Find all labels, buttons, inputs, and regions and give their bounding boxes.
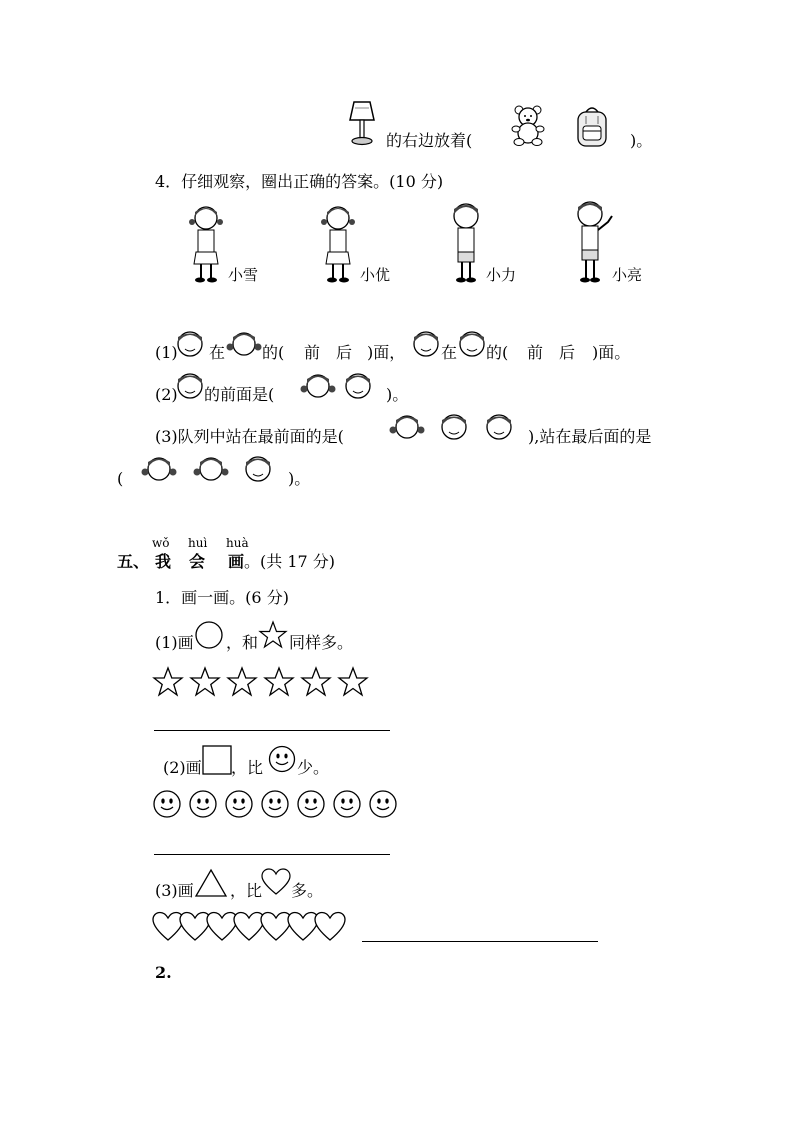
star-icon bbox=[152, 666, 184, 698]
heart-icon bbox=[314, 911, 346, 943]
section-number: 五、 bbox=[117, 552, 150, 571]
sub1-choices2[interactable]: 前 后 bbox=[527, 343, 576, 362]
sub2-close: )。 bbox=[386, 385, 409, 404]
p3-b: ，比 bbox=[230, 881, 263, 900]
sub3-mid: ),站在最后面的是 bbox=[528, 427, 652, 446]
child-label: 小亮 bbox=[612, 266, 643, 284]
p1-b: ，和 bbox=[226, 633, 259, 652]
boy-head-icon bbox=[456, 328, 488, 360]
star-icon bbox=[189, 666, 221, 698]
sub3-label: (3)队列中站在最前面的是( bbox=[155, 427, 344, 446]
sub1-in: 在 bbox=[209, 343, 226, 362]
boy-head-icon[interactable] bbox=[438, 411, 470, 443]
sub2-label: (2) bbox=[155, 385, 178, 404]
boy-head-icon[interactable] bbox=[483, 411, 515, 443]
smiley-icon bbox=[296, 789, 328, 821]
boy-head-icon bbox=[174, 370, 206, 402]
girl-head-icon bbox=[225, 328, 263, 360]
star-icon bbox=[263, 666, 295, 698]
girl-head-icon[interactable] bbox=[193, 453, 229, 485]
girl-head-icon[interactable] bbox=[140, 453, 178, 485]
p2-a: (2)画 bbox=[163, 758, 202, 777]
q3-text-b: )。 bbox=[630, 131, 653, 150]
p3-a: (3)画 bbox=[155, 881, 194, 900]
pinyin: huà bbox=[226, 536, 249, 550]
smiley-icon bbox=[152, 789, 184, 821]
child-label: 小雪 bbox=[228, 266, 259, 284]
smiley-icon bbox=[332, 789, 364, 821]
sub1-of2: 的( bbox=[486, 343, 509, 362]
child-label: 小力 bbox=[486, 266, 517, 284]
sub3-open: ( bbox=[117, 469, 124, 488]
star-icon bbox=[337, 666, 369, 698]
boy-head-icon[interactable] bbox=[342, 370, 374, 402]
smiley-icon bbox=[188, 789, 220, 821]
lamp-icon bbox=[348, 100, 376, 146]
sub1-close2: )面。 bbox=[592, 343, 631, 362]
sub1-of: 的( bbox=[262, 343, 285, 362]
sub2-text: 的前面是( bbox=[204, 385, 275, 404]
q4-title: 4．仔细观察，圈出正确的答案。(10 分) bbox=[155, 172, 444, 191]
teddy-bear-icon bbox=[508, 104, 548, 146]
section-word: 会 bbox=[189, 552, 206, 571]
q3-text-a: 的右边放着( bbox=[386, 131, 473, 150]
sub3-close: )。 bbox=[288, 469, 311, 488]
p3-c: 多。 bbox=[291, 881, 324, 900]
p2-b: ，比 bbox=[231, 758, 264, 777]
heart-row bbox=[152, 911, 348, 941]
answer-line[interactable] bbox=[154, 730, 390, 731]
backpack-icon bbox=[572, 104, 612, 148]
girl-icon bbox=[316, 202, 360, 284]
smiley-row bbox=[152, 789, 404, 819]
sub1-close: )面， bbox=[367, 343, 406, 362]
boy-icon bbox=[446, 200, 486, 284]
star-row bbox=[152, 666, 382, 698]
answer-line[interactable] bbox=[362, 941, 598, 942]
girl-icon bbox=[184, 202, 228, 284]
heart-icon bbox=[261, 868, 291, 896]
children-figure bbox=[184, 198, 646, 286]
section-suffix: 。(共 17 分) bbox=[244, 552, 336, 571]
answer-line[interactable] bbox=[154, 854, 390, 855]
sub1-choices[interactable]: 前 后 bbox=[304, 343, 353, 362]
child-label: 小优 bbox=[360, 266, 391, 284]
section-word: 我 bbox=[155, 552, 172, 571]
square-icon bbox=[202, 745, 232, 775]
q1-title: 1．画一画。(6 分) bbox=[155, 588, 289, 607]
girl-head-icon[interactable] bbox=[300, 370, 336, 402]
star-icon bbox=[300, 666, 332, 698]
p1-a: (1)画 bbox=[155, 633, 194, 652]
smiley-icon bbox=[260, 789, 292, 821]
boy-head-icon bbox=[410, 328, 442, 360]
smiley-icon bbox=[368, 789, 400, 821]
smiley-icon bbox=[268, 745, 296, 773]
triangle-icon bbox=[194, 868, 228, 898]
p1-c: 同样多。 bbox=[289, 633, 354, 652]
smiley-icon bbox=[224, 789, 256, 821]
pinyin: wǒ bbox=[152, 536, 170, 550]
girl-head-icon[interactable] bbox=[388, 411, 426, 443]
p2-c: 少。 bbox=[297, 758, 330, 777]
sub1-label: (1) bbox=[155, 343, 178, 362]
star-icon bbox=[226, 666, 258, 698]
sub1-in2: 在 bbox=[441, 343, 458, 362]
q2-title: 2. bbox=[155, 963, 172, 982]
boy-head-icon[interactable] bbox=[242, 453, 274, 485]
star-icon bbox=[258, 620, 288, 650]
boy-icon bbox=[570, 198, 614, 284]
pinyin: huì bbox=[188, 536, 208, 550]
boy-head-icon bbox=[174, 328, 206, 360]
section-word: 画 bbox=[228, 552, 245, 571]
circle-icon bbox=[194, 620, 224, 650]
